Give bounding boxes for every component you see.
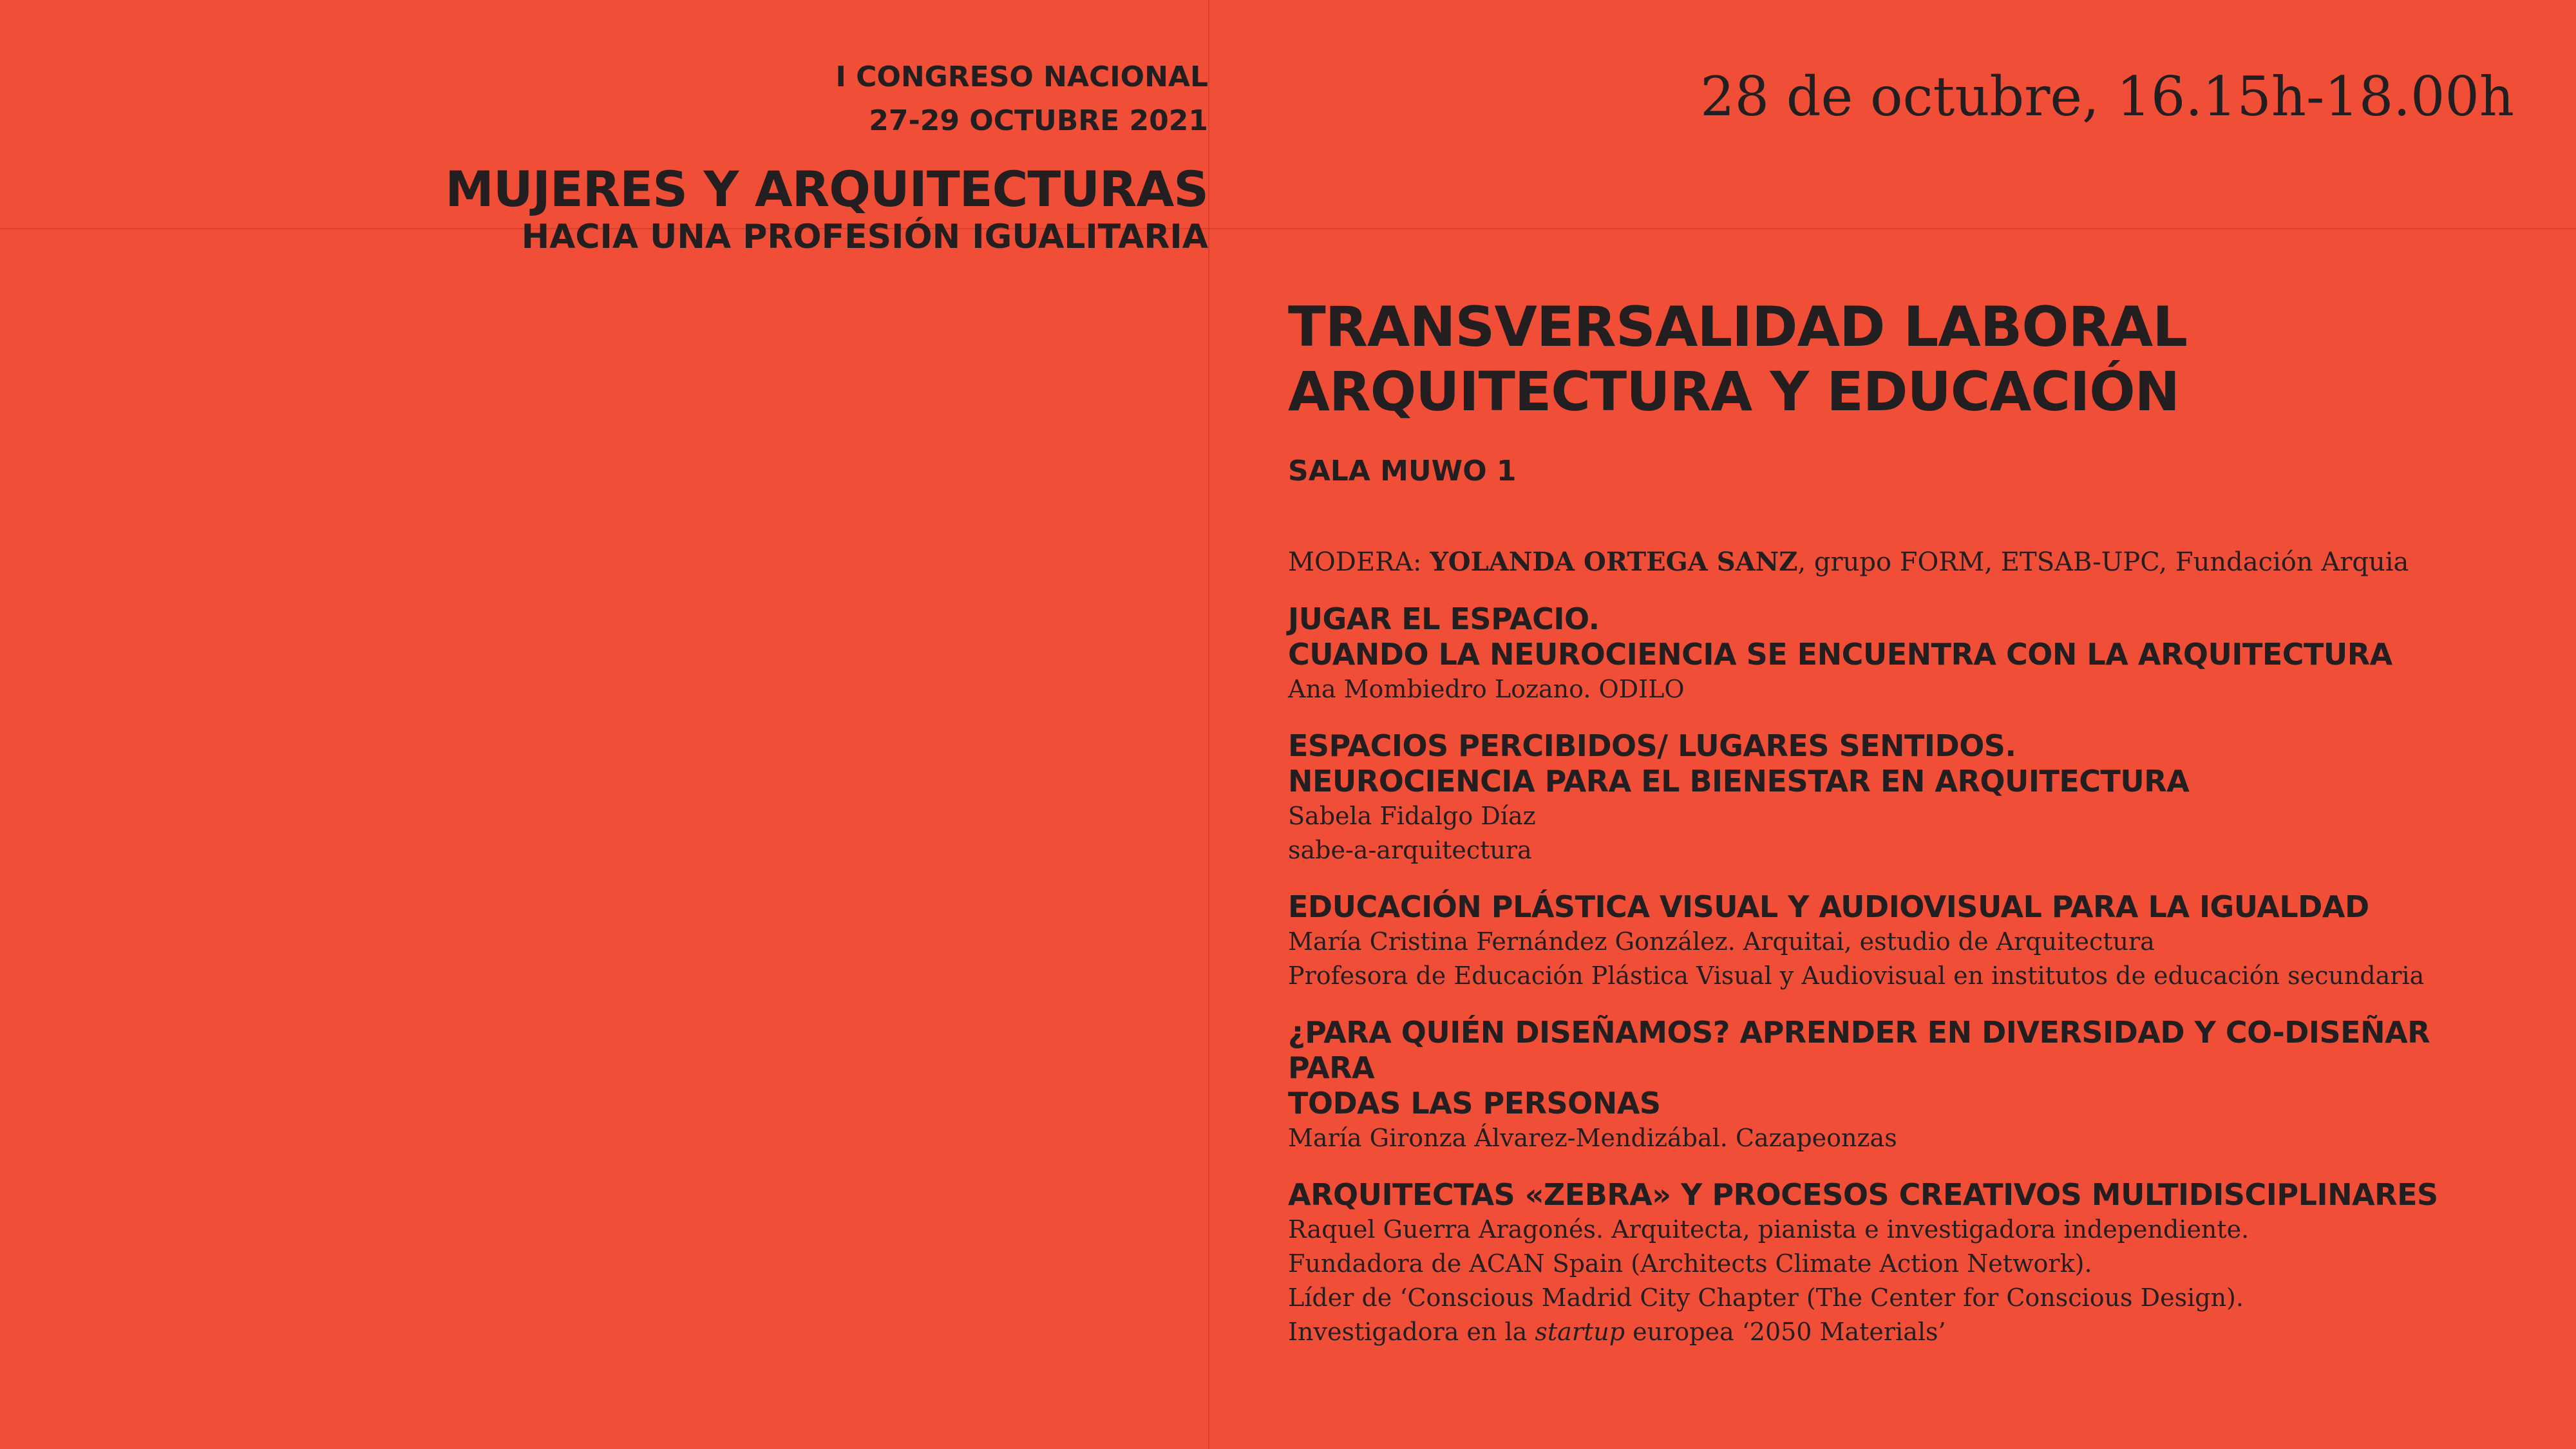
talk-speaker-line: Sabela Fidalgo Díaz [1288, 802, 1536, 830]
moderator-name: YOLANDA ORTEGA SANZ [1430, 547, 1798, 577]
talk-speaker-line: Raquel Guerra Aragonés. Arquitecta, pianista e investigadora independiente. [1288, 1215, 2249, 1244]
talk-item [1288, 889, 2512, 993]
congress-title: MUJERES Y ARQUITECTURAS [445, 160, 1208, 218]
talk-title-line: EDUCACIÓN PLÁSTICA VISUAL Y AUDIOVISUAL PARA LA IGUALDAD [1288, 889, 2369, 924]
speaker-line-before: Investigadora en la [1288, 1318, 1535, 1346]
moderator-label: MODERA: [1288, 547, 1422, 577]
talk-item [1288, 1015, 2512, 1155]
talk-title-line: TODAS LAS PERSONAS [1288, 1086, 1661, 1121]
talk-item [1288, 1177, 2512, 1349]
talk-title-line: NEUROCIENCIA PARA EL BIENESTAR EN ARQUITECTURA [1288, 764, 2190, 799]
congress-subtitle: HACIA UNA PROFESIÓN IGUALITARIA [521, 218, 1208, 256]
congress-edition: I CONGRESO NACIONAL [835, 61, 1208, 93]
horizontal-guide-line [0, 228, 2576, 229]
session-room: SALA MUWO 1 [1288, 455, 1517, 488]
talk-speaker-line [1288, 1315, 2512, 1349]
talk-title-line: CUANDO LA NEUROCIENCIA SE ENCUENTRA CON LA ARQUITECTURA [1288, 637, 2392, 672]
speaker-line-after: europea ‘2050 Materials’ [1625, 1318, 1946, 1346]
session-program [1288, 295, 2512, 1349]
talk-item [1288, 728, 2512, 867]
talk-speaker-line: Ana Mombiedro Lozano. ODILO [1288, 675, 1685, 703]
session-date-time: 28 de octubre, 16.15h-18.00h [1700, 65, 2514, 128]
talk-title-line: JUGAR EL ESPACIO. [1288, 601, 1600, 636]
congress-dates: 27-29 OCTUBRE 2021 [869, 104, 1208, 137]
talk-speaker-line: sabe-a-arquitectura [1288, 836, 1532, 864]
congress-header [445, 55, 1208, 258]
moderator-affiliation: , grupo FORM, ETSAB-UPC, Fundación Arquia [1797, 547, 2409, 577]
session-subtitle: ARQUITECTURA Y EDUCACIÓN [1288, 360, 2179, 423]
talk-title-line: ¿PARA QUIÉN DISEÑAMOS? APRENDER EN DIVERSIDAD Y CO-DISEÑAR PARA [1288, 1015, 2430, 1085]
vertical-guide-line [1208, 0, 1209, 1449]
speaker-line-italic: startup [1535, 1318, 1625, 1346]
talk-item [1288, 601, 2512, 706]
talk-speaker-line: Profesora de Educación Plástica Visual y Audiovisual en institutos de educación secundaria [1288, 961, 2425, 990]
session-moderator [1288, 545, 2512, 580]
talk-title-line: ARQUITECTAS «ZEBRA» Y PROCESOS CREATIVOS MULTIDISCIPLINARES [1288, 1177, 2438, 1212]
session-title: TRANSVERSALIDAD LABORAL [1288, 295, 2188, 359]
talk-speaker-line: Líder de ‘Conscious Madrid City Chapter (The Center for Conscious Design). [1288, 1283, 2244, 1312]
talk-speaker-line: María Gironza Álvarez-Mendizábal. Cazapeonzas [1288, 1124, 1897, 1152]
talk-speaker-line: María Cristina Fernández González. Arquitai, estudio de Arquitectura [1288, 927, 2155, 956]
talk-speaker-line: Fundadora de ACAN Spain (Architects Climate Action Network). [1288, 1249, 2092, 1278]
talk-title-line: ESPACIOS PERCIBIDOS/ LUGARES SENTIDOS. [1288, 728, 2016, 763]
